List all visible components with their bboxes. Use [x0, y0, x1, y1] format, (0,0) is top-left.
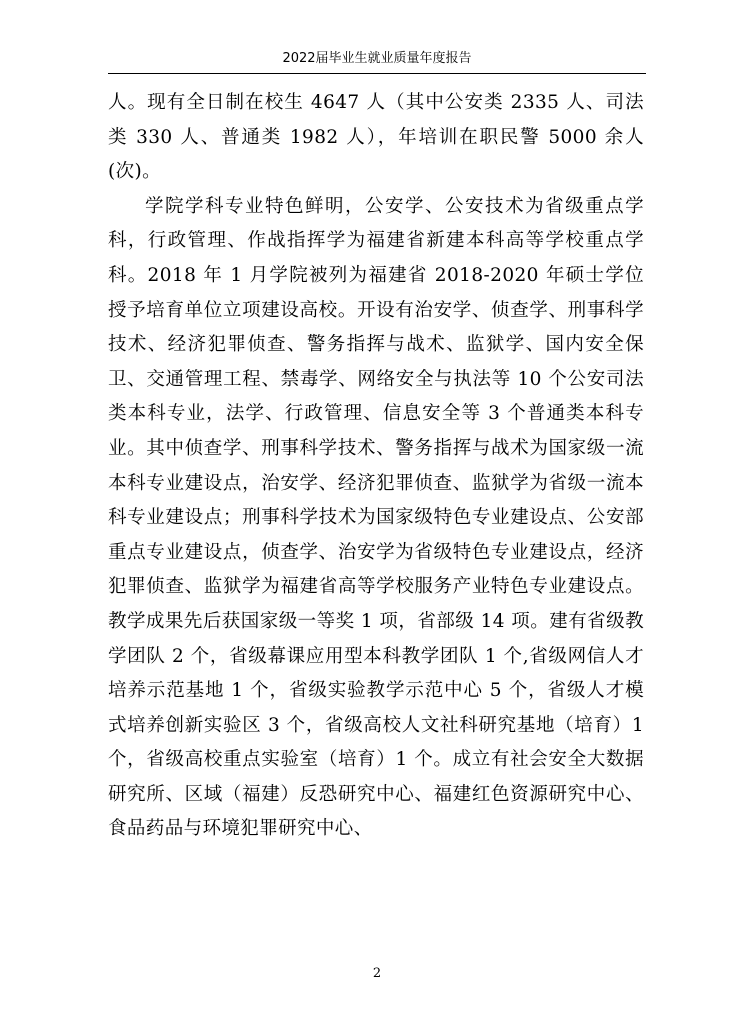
page-number: 2 [372, 966, 382, 981]
main-content [108, 86, 644, 847]
header-divider [108, 73, 646, 74]
paragraph-enrollment: 人。现有全日制在校生 4647 人（其中公安类 2335 人、司法类 330 人、普通类 1982 人），年培训在职民警 5000 余人(次)。 [108, 92, 644, 183]
running-header: 2022届毕业生就业质量年度报告 [282, 51, 472, 66]
paragraph-disciplines: 学院学科专业特色鲜明，公安学、公安技术为省级重点学科，行政管理、作战指挥学为福建省新建本科高等学校重点学科。2018 年 1 月学院被列为福建省 2018-2020 年硕士学位授予培育单位立项建设高校。开设有治安学、侦查学、刑事科学技术、经济犯罪侦查、警务指挥与战术、监狱学、国内安全保卫、交通管理工程、禁毒学、网络安全与执法等 10 个公安司法类本科专业，法学、行政管理、信息安全等 3 个普通类本科专业。其中侦查学、刑事科学技术、警务指挥与战术为国家级一流本科专业建设点，治安学、经济犯罪侦查、监狱学为省级一流本科专业建设点；刑事科学技术为国家级特色专业建设点、公安部重点专业建设点，侦查学、治安学为省级特色专业建设点，经济犯罪侦查、监狱学为福建省高等学校服务产业特色专业建设点。教学成果先后获国家级一等奖 1 项，省部级 14 项。建有省级教学团队 2 个，省级幕课应用型本科教学团队 1 个,省级网信人才培养示范基地 1 个，省级实验教学示范中心 5 个，省级人才模式培养创新实验区 3 个，省级高校人文社科研究基地（培育）1 个，省级高校重点实验室（培育）1 个。成立有社会安全大数据研究所、区域（福建）反恐研究中心、福建红色资源研究中心、食品药品与环境犯罪研究中心、 [108, 195, 644, 840]
